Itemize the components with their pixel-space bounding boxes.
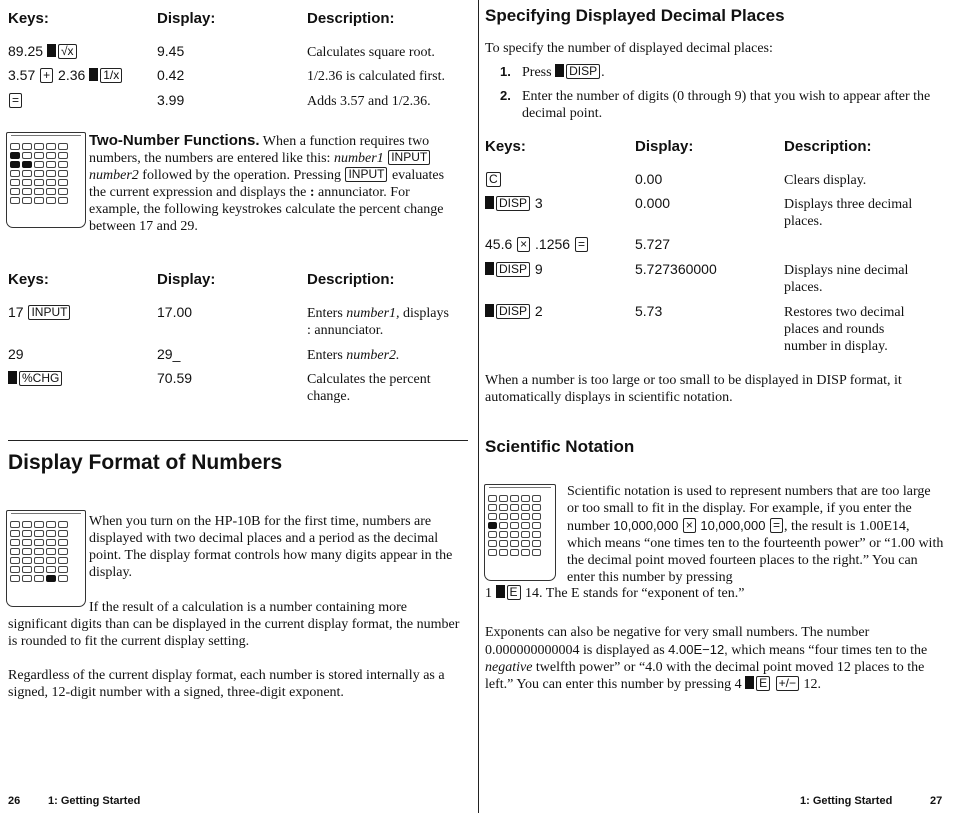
table2-row3-keys [8,370,63,386]
table1-row1-display: 9.45 [157,43,185,59]
table2-row2-display: 29_ [157,346,181,362]
scientific-notation-title: Scientific Notation [485,437,635,456]
table3-row3-display: 5.727 [635,236,671,252]
percent-change-key: %CHG [19,371,62,386]
exponent-key: E [507,585,521,600]
table1-row3-desc: Adds 3.57 and 1/2.36. [307,94,431,109]
scientific-paragraph-2: Exponents can also be negative for very small numbers. The number 0.000000000004 is displayed as 4.00E−12, which means “four times ten to the negative twelfth power” or “4.0 with the decimal point moved 12 places to the left.” You can enter this number by pressing 4 E +/− 12. [485,625,928,692]
keyboard-icon [484,484,556,581]
two-number-functions-paragraph: Two-Number Functions. When a function requires two numbers, the numbers are entered like this: number1 INPUT number2 followed by the operation. Pressing INPUT evaluates the current expression and displays the : annunciator. For example, the following keystrokes calculate the percent change between 17 and 29. [89,132,445,234]
table3-header-keys: Keys: [485,138,526,155]
table3-row4-display: 5.727360000 [635,261,717,277]
table1-row1-desc: Calculates square root. [307,45,435,60]
table3-header-display: Display: [635,138,694,155]
display-format-paragraph-1: When you turn on the HP-10B for the first time, numbers are displayed with two decimal places and a period as the decimal point. The display format controls how many digits appear in the display. [89,514,453,580]
table2-header-description: Description: [307,271,395,288]
display-format-paragraph-3: Regardless of the current display format, each number is stored internally as a signed, 12-digit number with a signed, three-digit exponent. [8,668,445,700]
specifying-intro: To specify the number of displayed decimal places: [485,41,773,56]
page-gutter [478,0,479,813]
table1-row2-display: 0.42 [157,67,185,83]
too-large-paragraph: When a number is too large or too small to be displayed in DISP format, it automatically displays in scientific notation. [485,373,902,405]
chapter-footer-right: 1: Getting Started [800,795,893,807]
table1-row3-keys [8,92,23,108]
two-number-functions-title: Two-Number Functions. [89,132,260,149]
equals-key: = [770,518,783,533]
input-key: INPUT [388,150,430,165]
step-2-number: 2. [500,88,511,103]
table3-header-description: Description: [784,138,872,155]
disp-key: DISP [566,64,600,79]
table1-header-description: Description: [307,10,395,27]
display-format-paragraph-2: If the result of a calculation is a number containing more significant digits than can be displayed in the current display format, the number is rounded to fit the current display setting. [8,600,460,649]
sqrt-key: √x [58,44,77,59]
table3-row1-desc: Clears display. [784,173,867,188]
table2-row3-desc: Calculates the percent change. [307,372,431,404]
table1-row1-keys: 89.25 √x [8,43,78,59]
scientific-paragraph-1a: Scientific notation is used to represent numbers that are too large or too small to fit in the display. For example, if you enter the number 10,000,000 × 10,000,000 = , the result is 1.00E14, which means “one times ten to the fourteenth power” or “1.00 with the decimal point moved fourteen places to the right.” You can enter this number by pressing [567,484,944,585]
disp-key: DISP [496,196,530,211]
table2-header-display: Display: [157,271,216,288]
table2-row3-display: 70.59 [157,370,193,386]
scientific-paragraph-1b: 1 E 14. The E stands for “exponent of ten.” [485,585,745,601]
table3-row1-display: 0.00 [635,171,663,187]
table2-row1-desc: Enters number1, displays : annunciator. [307,306,449,338]
table3-row5-display: 5.73 [635,303,663,319]
equals-key: = [9,93,22,108]
table1-header-display: Display: [157,10,216,27]
plus-minus-key: +/− [776,676,799,691]
keyboard-icon [6,510,86,607]
page-number-right: 27 [930,795,943,807]
multiply-key: × [683,518,696,533]
table3-row3-keys: 45.6 × .1256 = [485,236,589,252]
table1-row2-desc: 1/2.36 is calculated first. [307,69,446,84]
table3-row5-keys: DISP 2 [485,303,543,319]
page-number-left: 26 [8,795,21,807]
input-key: INPUT [345,167,387,182]
table3-row4-keys: DISP 9 [485,261,543,277]
table2-header-keys: Keys: [8,271,49,288]
table3-row2-desc: Displays three decimal places. [784,197,913,229]
section-title: Display Format of Numbers [8,451,283,474]
table1-row3-display: 3.99 [157,92,185,108]
table3-row4-desc: Displays nine decimal places. [784,263,909,295]
keyboard-icon [6,132,86,228]
table2-row2-desc: Enters number2. [307,348,400,363]
table2-row2-keys: 29 [8,346,24,362]
exponent-key: E [756,676,770,691]
equals-key: = [575,237,588,252]
multiply-key: × [517,237,530,252]
disp-key: DISP [496,262,530,277]
input-key: INPUT [28,305,70,320]
chapter-footer-left: 1: Getting Started [48,795,141,807]
table3-row1-keys [485,171,502,187]
table3-row5-desc: Restores two decimal places and rounds number in display. [784,305,905,354]
disp-key: DISP [496,304,530,319]
table1-header-keys: Keys: [8,10,49,27]
step-1-number: 1. [500,64,511,79]
reciprocal-key: 1/x [100,68,122,83]
clear-key: C [486,172,501,187]
section-divider [8,440,468,441]
table2-row1-display: 17.00 [157,304,193,320]
table1-row2-keys: 3.57 + 2.36 1/x [8,67,123,83]
plus-key: + [40,68,53,83]
step-1-text: Press DISP . [522,64,605,80]
table3-row2-display: 0.000 [635,195,671,211]
specifying-title: Specifying Displayed Decimal Places [485,6,785,25]
table2-row1-keys: 17 INPUT [8,304,71,320]
table3-row2-keys: DISP 3 [485,195,543,211]
step-2-text: Enter the number of digits (0 through 9) that you wish to appear after the decimal point. [522,89,931,121]
